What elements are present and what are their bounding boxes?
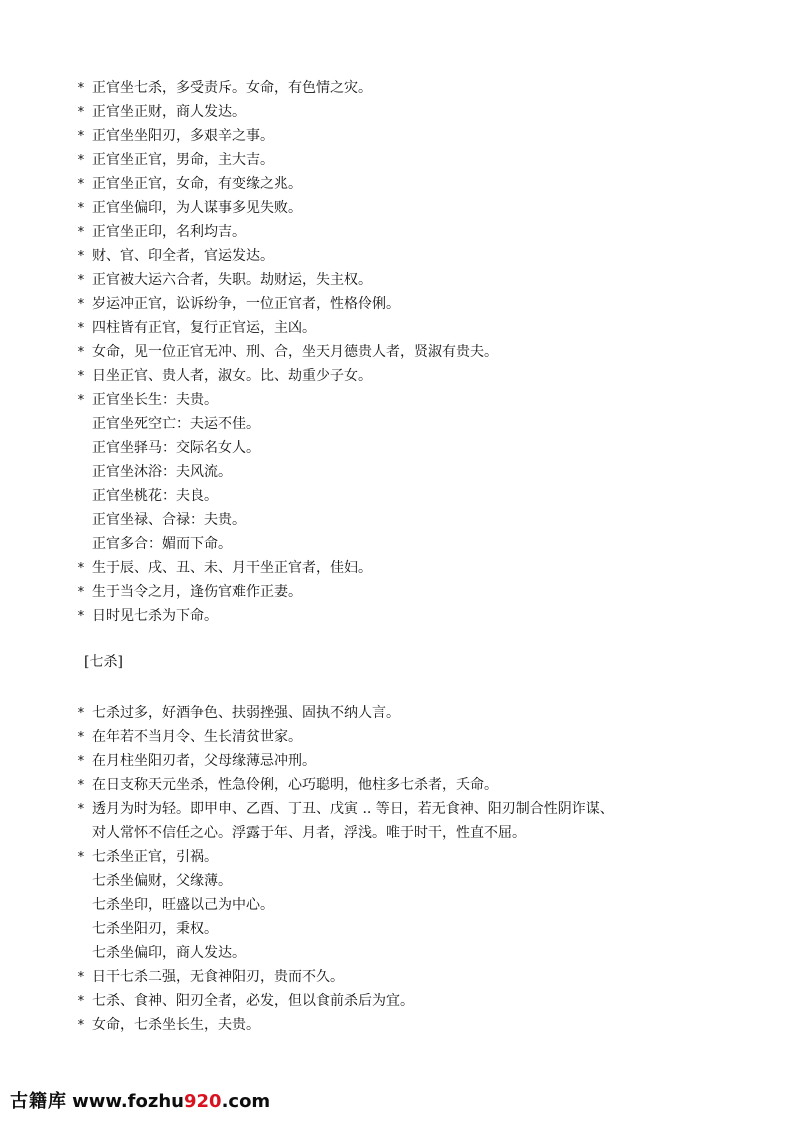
list-item: [77, 604, 777, 628]
list-item-continuation: [77, 893, 777, 917]
bullet-marker: *: [77, 225, 85, 240]
list-item-text: 正官坐正财，商人发达。: [92, 104, 246, 120]
list-item: [77, 196, 777, 220]
list-item-text: 女命，见一位正官无冲、刑、合，坐天月德贵人者，贤淑有贵夫。: [92, 344, 498, 360]
list-item-continuation: [77, 917, 777, 941]
bullet-marker: *: [77, 321, 85, 336]
list-item: [77, 76, 777, 100]
list-item: [77, 244, 777, 268]
list-item-text: 四柱皆有正官，复行正官运，主凶。: [92, 320, 316, 336]
bullet-marker: *: [77, 994, 85, 1009]
list-item-text: 正官坐正官，男命，主大吉。: [92, 152, 274, 168]
list-item-text: 正官坐偏印，为人谋事多见失败。: [92, 200, 302, 216]
list-item: [77, 773, 777, 797]
bullet-marker: *: [77, 345, 85, 360]
list-item-text: 正官坐死空亡：夫运不佳。: [92, 416, 260, 432]
bullet-marker: *: [77, 201, 85, 216]
watermark-site-name: 古籍库: [10, 1091, 67, 1112]
bullet-marker: *: [77, 153, 85, 168]
section-title-qisha: [七杀]: [84, 654, 123, 670]
list-item: [77, 749, 777, 773]
list-item-text: 透月为时为轻。即甲申、乙酉、丁丑、戊寅 .. 等日，若无食神、阳刃制合性阴诈谋、: [92, 801, 614, 817]
bullet-marker: *: [77, 129, 85, 144]
list-item-text: 正官坐驿马：交际名女人。: [92, 440, 260, 456]
list-item-continuation: [77, 412, 777, 436]
section-qisha-list: [77, 701, 777, 1037]
list-item: [77, 1013, 777, 1037]
list-item-text: 正官坐正官，女命，有变缘之兆。: [92, 176, 302, 192]
bullet-marker: *: [77, 609, 85, 624]
list-item-text: 对人常怀不信任之心。浮露于年、月者，浮浅。唯于时干，性直不屈。: [92, 825, 526, 841]
bullet-marker: *: [77, 778, 85, 793]
list-item-text: 生于辰、戌、丑、未、月干坐正官者，佳妇。: [92, 560, 372, 576]
list-item-text: 女命，七杀坐长生，夫贵。: [92, 1017, 260, 1033]
list-item: [77, 580, 777, 604]
bullet-marker: *: [77, 730, 85, 745]
bullet-marker: *: [77, 297, 85, 312]
bullet-marker: *: [77, 850, 85, 865]
list-item-text: 七杀过多，好酒争色、扶弱挫强、固执不纳人言。: [92, 705, 400, 721]
list-item-text: 正官坐禄、合禄：夫贵。: [92, 512, 246, 528]
list-item-continuation: [77, 436, 777, 460]
list-item: [77, 701, 777, 725]
list-item: [77, 556, 777, 580]
watermark-url-prefix: www.fozhu: [72, 1091, 184, 1112]
bullet-marker: *: [77, 81, 85, 96]
watermark-url-number: 920: [183, 1091, 222, 1112]
list-item-text: 在月柱坐阳刃者，父母缘薄忌冲刑。: [92, 753, 316, 769]
list-item-text: 岁运冲正官，讼诉纷争，一位正官者，性格伶俐。: [92, 296, 400, 312]
list-item-text: 正官坐坐阳刃，多艰辛之事。: [92, 128, 274, 144]
list-item: [77, 965, 777, 989]
list-item: [77, 989, 777, 1013]
list-item-text: 七杀坐阳刃，秉权。: [92, 921, 218, 937]
bullet-marker: *: [77, 105, 85, 120]
bullet-marker: *: [77, 177, 85, 192]
list-item-text: 正官被大运六合者，失职。劫财运，失主权。: [92, 272, 372, 288]
list-item-continuation: [77, 508, 777, 532]
list-item-continuation: [77, 941, 777, 965]
list-item-continuation: [77, 460, 777, 484]
list-item: [77, 845, 777, 869]
list-item-text: 正官坐桃花：夫良。: [92, 488, 218, 504]
bullet-marker: *: [77, 754, 85, 769]
list-item: [77, 172, 777, 196]
list-item-text: 在年若不当月令、生长清贫世家。: [92, 729, 302, 745]
bullet-marker: *: [77, 249, 85, 264]
bullet-marker: *: [77, 1018, 85, 1033]
list-item: [77, 364, 777, 388]
list-item-text: 正官坐七杀，多受责斥。女命，有色情之灾。: [92, 80, 372, 96]
list-item-text: 财、官、印全者，官运发达。: [92, 248, 274, 264]
list-item: [77, 388, 777, 412]
list-item-text: 正官坐沐浴：夫风流。: [92, 464, 232, 480]
list-item-text: 正官坐长生：夫贵。: [92, 392, 218, 408]
list-item-continuation: [77, 869, 777, 893]
list-item-text: 七杀坐印，旺盛以己为中心。: [92, 897, 274, 913]
list-item-text: 日时见七杀为下命。: [92, 608, 218, 624]
section-zhengguan-list: [77, 76, 777, 628]
list-item-continuation: [77, 821, 777, 845]
list-item-text: 七杀、食神、阳刃全者，必发，但以食前杀后为宜。: [92, 993, 414, 1009]
list-item: [77, 268, 777, 292]
list-item: [77, 292, 777, 316]
list-item-text: 七杀坐偏财，父缘薄。: [92, 873, 232, 889]
list-item-text: 日坐正官、贵人者，淑女。比、劫重少子女。: [92, 368, 372, 384]
list-item-text: 正官坐正印，名利均吉。: [92, 224, 246, 240]
site-watermark: [10, 1086, 270, 1118]
bullet-marker: *: [77, 802, 85, 817]
list-item: [77, 340, 777, 364]
list-item: [77, 725, 777, 749]
watermark-url: [72, 1091, 270, 1112]
bullet-marker: *: [77, 706, 85, 721]
bullet-marker: *: [77, 970, 85, 985]
list-item-text: 生于当令之月，逢伤官难作正妻。: [92, 584, 302, 600]
bullet-marker: *: [77, 369, 85, 384]
list-item-text: 日干七杀二强，无食神阳刃，贵而不久。: [92, 969, 344, 985]
list-item: [77, 220, 777, 244]
list-item-continuation: [77, 484, 777, 508]
bullet-marker: *: [77, 561, 85, 576]
list-item-text: 七杀坐偏印，商人发达。: [92, 945, 246, 961]
list-item: [77, 797, 777, 821]
list-item: [77, 148, 777, 172]
list-item-text: 正官多合：媚而下命。: [92, 536, 232, 552]
list-item-continuation: [77, 532, 777, 556]
list-item: [77, 100, 777, 124]
list-item-text: 七杀坐正官，引祸。: [92, 849, 218, 865]
list-item-text: 在日支称天元坐杀，性急伶俐，心巧聪明，他柱多七杀者，夭命。: [92, 777, 498, 793]
list-item: [77, 316, 777, 340]
watermark-url-suffix: .com: [221, 1091, 271, 1112]
list-item: [77, 124, 777, 148]
bullet-marker: *: [77, 393, 85, 408]
bullet-marker: *: [77, 273, 85, 288]
bullet-marker: *: [77, 585, 85, 600]
